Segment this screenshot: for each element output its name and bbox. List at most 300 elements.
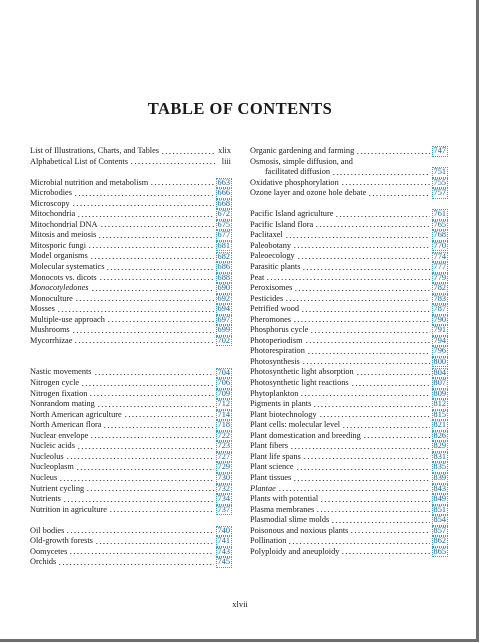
dot-leader <box>63 495 214 503</box>
toc-entry[interactable] <box>30 262 232 273</box>
toc-page-link[interactable]: 757 <box>433 188 446 198</box>
toc-entry-title: Alphabetical List of Contents <box>30 156 128 166</box>
toc-page-link[interactable]: 839 <box>433 473 446 482</box>
dot-leader <box>58 558 213 566</box>
toc-entry-title: Pesticides <box>250 293 284 303</box>
toc-entry-title: Old-growth forests <box>30 536 93 546</box>
dot-leader <box>107 315 214 323</box>
toc-entry-title: Nastic movements <box>30 367 92 377</box>
dot-leader <box>368 189 429 197</box>
toc-entry-title: Ozone layer and ozone hole debate <box>250 188 367 198</box>
toc-page-link[interactable]: 751 <box>433 167 446 177</box>
toc-entry[interactable] <box>30 420 232 431</box>
page-number: xlvii <box>232 599 248 609</box>
toc-page-link[interactable]: 849 <box>433 494 446 504</box>
toc-entry-title: Pacific Island agriculture <box>250 209 334 219</box>
toc-page-link[interactable]: 821 <box>433 420 446 430</box>
toc-entry[interactable] <box>250 410 448 421</box>
dot-leader <box>285 231 430 239</box>
toc-entry-title: Plant tissues <box>250 472 292 482</box>
dot-leader <box>300 389 429 397</box>
toc-page-link[interactable]: 800 <box>433 356 446 366</box>
toc-entry[interactable] <box>250 462 448 473</box>
dot-leader <box>290 442 430 450</box>
toc-page-link[interactable]: 723 <box>217 441 230 451</box>
dot-leader <box>342 421 429 429</box>
toc-page-number: xlix <box>218 146 231 155</box>
toc-page-link[interactable]: 829 <box>433 441 446 451</box>
toc-page-link[interactable]: 812 <box>433 399 446 409</box>
page-title: TABLE OF CONTENTS <box>147 99 333 118</box>
dot-leader <box>59 474 213 482</box>
dot-leader <box>296 463 430 471</box>
toc-page-number: liii <box>221 156 231 166</box>
toc-entry[interactable] <box>250 420 448 431</box>
toc-page-link[interactable]: 702 <box>217 335 230 345</box>
toc-entry-title: Mitosis and meiosis <box>30 230 97 240</box>
toc-entry-title: Orchids <box>30 557 57 567</box>
toc-entry[interactable] <box>30 557 232 568</box>
dot-leader <box>130 157 216 165</box>
dot-leader <box>285 294 429 302</box>
toc-page-link[interactable]: 777 <box>433 262 446 272</box>
toc-entry-title: Model organisms <box>30 251 88 261</box>
toc-entry[interactable] <box>30 452 232 463</box>
dot-leader <box>90 431 213 439</box>
toc-entry[interactable] <box>250 304 448 315</box>
toc-entry[interactable] <box>30 547 232 558</box>
toc-page-link[interactable]: 694 <box>217 304 230 314</box>
dot-leader <box>278 484 430 492</box>
dot-leader <box>315 220 429 228</box>
toc-entry-title: Microbodies <box>30 188 72 198</box>
toc-entry[interactable] <box>30 462 232 473</box>
toc-page-link[interactable]: 709 <box>217 388 230 398</box>
toc-page-link[interactable]: 730 <box>217 473 230 482</box>
dot-leader <box>294 284 429 292</box>
toc-page-link[interactable]: 734 <box>217 494 230 504</box>
toc-entry-title: Plasmodial slime molds <box>250 515 330 525</box>
toc-entry[interactable] <box>250 346 448 357</box>
toc-page-link[interactable]: 668 <box>217 198 230 208</box>
toc-page-link[interactable]: 804 <box>433 367 446 377</box>
toc-entry[interactable] <box>30 188 232 199</box>
toc-page-link[interactable]: 826 <box>433 430 446 440</box>
toc-entry-title: Peat <box>250 272 265 282</box>
toc-entry[interactable] <box>250 220 448 231</box>
dot-leader <box>307 347 430 355</box>
toc-entry[interactable] <box>30 325 232 336</box>
dot-leader <box>86 484 213 492</box>
toc-entry-title: Nonrandom mating <box>30 399 95 409</box>
toc-page-link[interactable]: 663 <box>217 177 230 187</box>
dot-leader <box>331 516 429 524</box>
toc-page-link[interactable]: 779 <box>433 272 446 282</box>
toc-entry-title: North American flora <box>30 420 102 430</box>
toc-entry[interactable] <box>250 547 448 558</box>
toc-entry[interactable] <box>250 357 448 368</box>
toc-entry-title: Mycorrhizae <box>30 335 73 345</box>
toc-entry[interactable] <box>250 146 448 157</box>
toc-entry-title: Nutrient cycling <box>30 483 85 493</box>
toc-page-link[interactable]: 666 <box>217 188 230 198</box>
toc-entry-title: Petrified wood <box>250 304 300 314</box>
dot-leader <box>161 147 215 155</box>
toc-entry-title: Plasma membranes <box>250 504 315 514</box>
toc-entry[interactable] <box>30 431 232 442</box>
toc-entry-title: Pacific Island flora <box>250 219 314 229</box>
toc-entry[interactable] <box>250 283 448 294</box>
toc-entry[interactable] <box>30 367 232 378</box>
toc-entry[interactable] <box>250 251 448 262</box>
toc-entry-title: Organic gardening and farming <box>250 146 355 155</box>
toc-page-link[interactable]: 688 <box>217 272 230 282</box>
toc-entry[interactable] <box>30 484 232 495</box>
toc-entry[interactable] <box>250 431 448 442</box>
toc-page-link[interactable]: 774 <box>433 251 446 261</box>
toc-entry-title: Nucleoplasm <box>30 462 74 472</box>
toc-entry-title: Plant life spans <box>250 451 301 461</box>
dot-leader <box>95 537 214 545</box>
dot-leader <box>303 452 430 460</box>
toc-page-link[interactable]: 686 <box>217 262 230 272</box>
toc-page-link[interactable]: 712 <box>217 399 230 409</box>
toc-entry[interactable] <box>30 283 232 294</box>
toc-entry-title: Polyploidy and aneuploidy <box>250 546 340 556</box>
toc-page-link[interactable]: 843 <box>433 483 446 493</box>
dot-leader <box>72 199 214 207</box>
toc-entry[interactable] <box>30 304 232 315</box>
toc-entry[interactable] <box>250 178 448 189</box>
toc-entry[interactable] <box>250 526 448 537</box>
toc-entry-title: Pigments in plants <box>250 399 312 409</box>
toc-entry[interactable] <box>250 241 448 252</box>
dot-leader <box>81 379 213 387</box>
dot-leader <box>94 368 214 376</box>
dot-leader <box>74 336 213 344</box>
toc-page-link[interactable]: 796 <box>433 346 446 356</box>
toc-spacer <box>30 346 232 357</box>
toc-page-link[interactable]: 743 <box>217 546 230 556</box>
toc-entry[interactable] <box>250 515 448 526</box>
toc-page-link[interactable]: 835 <box>433 462 446 472</box>
toc-page-link[interactable]: 865 <box>433 546 446 556</box>
dot-leader <box>266 273 429 281</box>
toc-entry[interactable] <box>250 209 448 220</box>
toc-page-link[interactable]: 809 <box>433 388 446 398</box>
toc-entry-title: Microscopy <box>30 198 70 208</box>
dot-leader <box>76 463 214 471</box>
toc-page-link[interactable]: 765 <box>433 219 446 229</box>
toc-entry-title: Mitochondria <box>30 209 76 219</box>
dot-leader <box>297 252 430 260</box>
toc-left-column <box>30 146 232 568</box>
toc-spacer <box>30 515 232 526</box>
dot-leader <box>356 147 429 155</box>
toc-page-link[interactable]: 791 <box>433 325 446 335</box>
dot-leader <box>150 178 213 186</box>
toc-entry-title: Nucleolus <box>30 451 64 461</box>
toc-entry-title: Peroxisomes <box>250 283 293 293</box>
toc-entry[interactable] <box>250 294 448 305</box>
toc-entry-title: Phytoplankton <box>250 388 299 398</box>
toc-page-link[interactable]: 831 <box>433 451 446 461</box>
dot-leader <box>88 241 214 249</box>
dot-leader <box>91 284 214 292</box>
toc-page-link[interactable]: 790 <box>433 314 446 324</box>
toc-page-link[interactable]: 681 <box>217 240 230 250</box>
dot-leader <box>310 326 429 334</box>
toc-entry[interactable] <box>250 389 448 400</box>
toc-entry-title: Plant science <box>250 462 294 472</box>
toc-page-link[interactable]: 862 <box>433 536 446 546</box>
dot-leader <box>109 505 214 513</box>
toc-entry[interactable] <box>30 441 232 452</box>
toc-page-link[interactable]: 727 <box>217 451 230 461</box>
toc-entry[interactable] <box>250 273 448 284</box>
toc-entry-title: Mitochondrial DNA <box>30 219 98 229</box>
toc-entry-title: Nitrogen fixation <box>30 388 88 398</box>
toc-entry-title: Photosynthesis <box>250 356 300 366</box>
dot-leader <box>316 505 429 513</box>
dot-leader <box>350 526 429 534</box>
toc-entry-title: Pollination <box>250 536 287 546</box>
toc-entry[interactable] <box>30 336 232 347</box>
toc-page-link[interactable]: 768 <box>433 230 446 240</box>
dot-leader <box>302 357 430 365</box>
toc-entry-title: Phosphorus cycle <box>250 325 309 335</box>
toc-page-link[interactable]: 682 <box>217 251 230 261</box>
toc-entry-title: Plant cells: molecular level <box>250 420 341 430</box>
toc-entry[interactable] <box>250 505 448 516</box>
toc-page-link[interactable]: 706 <box>217 378 230 388</box>
toc-page-link[interactable]: 675 <box>217 219 230 229</box>
toc-entry-title: Parasitic plants <box>250 262 301 272</box>
dot-leader <box>75 294 214 302</box>
toc-entry-title: Photosynthetic light reactions <box>250 378 349 388</box>
toc-entry-title: Mosses <box>30 304 55 314</box>
toc-entry-title: Plant fibers <box>250 441 289 451</box>
toc-entry[interactable] <box>250 167 448 178</box>
toc-entry[interactable] <box>250 378 448 389</box>
toc-entry[interactable] <box>30 494 232 505</box>
toc-page-link[interactable]: 677 <box>217 230 230 240</box>
toc-page-link[interactable]: 740 <box>217 525 230 535</box>
dot-leader <box>69 547 213 555</box>
dot-leader <box>332 168 429 176</box>
toc-entry[interactable] <box>250 367 448 378</box>
toc-page-link[interactable]: 745 <box>217 557 230 567</box>
toc-page-link[interactable]: 755 <box>433 177 446 187</box>
toc-entry[interactable] <box>250 315 448 326</box>
dot-leader <box>66 452 214 460</box>
toc-entry-title: Monoculture <box>30 293 73 303</box>
toc-entry-title: Nuclear envelope <box>30 430 89 440</box>
toc-entry-title: Multiple-use approach <box>30 314 105 324</box>
toc-entry-title: Oxidative phosphorylation <box>250 177 339 187</box>
toc-entry[interactable] <box>250 262 448 273</box>
toc-entry-title: Nitrogen cycle <box>30 378 80 388</box>
toc-page-link[interactable]: 787 <box>433 304 446 314</box>
toc-entry[interactable] <box>30 505 232 516</box>
toc-page-link[interactable]: 770 <box>433 240 446 250</box>
toc-entry[interactable] <box>250 452 448 463</box>
toc-page-link[interactable]: 782 <box>433 283 446 293</box>
dot-leader <box>351 379 430 387</box>
toc-entry[interactable] <box>30 294 232 305</box>
toc-entry[interactable] <box>250 188 448 199</box>
toc-page-link[interactable]: 851 <box>433 504 446 514</box>
toc-page-link[interactable]: 692 <box>217 293 230 303</box>
toc-page-link[interactable]: 854 <box>433 515 446 525</box>
toc-entry[interactable] <box>30 473 232 484</box>
dot-leader <box>66 526 213 534</box>
toc-page-link[interactable]: 699 <box>217 325 230 335</box>
toc-entry[interactable] <box>250 325 448 336</box>
dot-leader <box>293 241 430 249</box>
toc-entry-title: Nucleus <box>30 472 58 482</box>
toc-entry[interactable] <box>250 473 448 484</box>
toc-entry-title: Osmosis, simple diffusion, and <box>250 156 353 166</box>
dot-leader <box>98 231 213 239</box>
dot-leader <box>341 178 430 186</box>
toc-entry-title: Oomycetes <box>30 546 68 556</box>
dot-leader <box>106 263 213 271</box>
toc-entry[interactable] <box>250 494 448 505</box>
toc-entry[interactable] <box>30 220 232 231</box>
toc-spacer <box>30 357 232 368</box>
toc-entry[interactable] <box>30 230 232 241</box>
toc-entry-title: Microbial nutrition and metabolism <box>30 177 149 187</box>
toc-entry-title: Photorespiration <box>250 346 305 356</box>
dot-leader <box>124 410 214 418</box>
dot-leader <box>341 547 429 555</box>
dot-leader <box>89 389 213 397</box>
dot-leader <box>319 410 430 418</box>
toc-entry-title: North American agriculture <box>30 409 122 419</box>
toc-page-link[interactable]: 697 <box>217 314 230 324</box>
toc-page-link[interactable]: 718 <box>217 420 230 430</box>
toc-spacer <box>30 167 232 178</box>
toc-page-link[interactable]: 732 <box>217 483 230 493</box>
toc-entry-title: Plant domestication and breeding <box>250 430 361 440</box>
toc-entry-title: Molecular systematics <box>30 262 105 272</box>
dot-leader <box>335 210 429 218</box>
dot-leader <box>363 431 430 439</box>
dot-leader <box>97 400 214 408</box>
toc-page-link[interactable]: 722 <box>217 430 230 440</box>
toc-entry[interactable] <box>30 178 232 189</box>
toc-entry[interactable] <box>30 199 232 210</box>
toc-page-link[interactable]: 741 <box>217 536 230 546</box>
dot-leader <box>313 400 429 408</box>
toc-entry <box>250 157 448 168</box>
dot-leader <box>293 474 429 482</box>
dot-leader <box>293 315 430 323</box>
toc-entry-title: Mushrooms <box>30 325 70 335</box>
toc-entry[interactable] <box>250 336 448 347</box>
toc-entry-title: Monocots vs. dicots <box>30 272 97 282</box>
toc-entry[interactable] <box>250 536 448 547</box>
toc-entry <box>30 146 232 157</box>
toc-entry-title: List of Illustrations, Charts, and Tables <box>30 146 160 155</box>
toc-entry-title: Nucleic acids <box>30 441 75 451</box>
toc-page-link[interactable]: 714 <box>217 409 230 419</box>
dot-leader <box>100 220 214 228</box>
toc-right-column <box>250 146 448 557</box>
toc-entry <box>30 157 232 168</box>
toc-entry-title: Plantae <box>250 483 276 493</box>
toc-entry-title: Pheromones <box>250 314 292 324</box>
toc-entry-title: Monocotyledones <box>30 283 89 293</box>
dot-leader <box>72 326 214 334</box>
toc-page-link[interactable]: 783 <box>433 293 446 303</box>
dot-leader <box>288 537 429 545</box>
dot-leader <box>103 421 213 429</box>
toc-entry[interactable] <box>30 389 232 400</box>
dot-leader <box>320 495 429 503</box>
toc-entry[interactable] <box>250 441 448 452</box>
toc-entry-title: Paclitaxel <box>250 230 283 240</box>
dot-leader <box>77 442 214 450</box>
dot-leader <box>57 305 214 313</box>
toc-entry-title: Paleobotany <box>250 240 292 250</box>
toc-entry[interactable] <box>30 410 232 421</box>
toc-page-link[interactable]: 672 <box>217 209 230 219</box>
toc-entry-title: Oil bodies <box>30 525 65 535</box>
toc-page-link[interactable]: 815 <box>433 409 446 419</box>
toc-entry-title: Photoperiodism <box>250 335 303 345</box>
toc-entry-title: Plant biotechnology <box>250 409 317 419</box>
toc-entry[interactable] <box>30 378 232 389</box>
dot-leader <box>74 189 214 197</box>
toc-entry[interactable] <box>250 484 448 495</box>
toc-entry-title: Nutrients <box>30 494 61 504</box>
toc-page-link[interactable]: 729 <box>217 462 230 472</box>
dot-leader <box>99 273 214 281</box>
toc-entry[interactable] <box>30 315 232 326</box>
toc-page-link[interactable]: 747 <box>433 146 446 156</box>
dot-leader <box>356 368 430 376</box>
toc-entry[interactable] <box>30 399 232 410</box>
toc-page-link[interactable]: 690 <box>217 283 230 293</box>
toc-entry[interactable] <box>30 241 232 252</box>
toc-entry[interactable] <box>250 230 448 241</box>
toc-page-link[interactable]: 761 <box>433 209 446 219</box>
toc-entry-title: Nutrition in agriculture <box>30 504 107 514</box>
toc-entry-title: facilitated diffusion <box>265 167 331 177</box>
toc-entry-title: Photosynthetic light absorption <box>250 367 354 377</box>
toc-page-link[interactable]: 857 <box>433 525 446 535</box>
toc-entry[interactable] <box>30 536 232 547</box>
toc-spacer <box>250 199 448 210</box>
toc-page-link[interactable]: 737 <box>217 504 230 514</box>
toc-entry[interactable] <box>30 251 232 262</box>
toc-entry[interactable] <box>30 526 232 537</box>
toc-entry-title: Plants with potential <box>250 494 319 504</box>
dot-leader <box>90 252 214 260</box>
toc-page-link[interactable]: 704 <box>217 367 230 377</box>
dot-leader <box>305 336 430 344</box>
toc-entry-title: Mitosporic fungi <box>30 240 86 250</box>
toc-entry[interactable] <box>30 209 232 220</box>
toc-page-link[interactable]: 794 <box>433 335 446 345</box>
toc-entry[interactable] <box>250 399 448 410</box>
dot-leader <box>77 210 213 218</box>
toc-page-link[interactable]: 807 <box>433 378 446 388</box>
toc-entry[interactable] <box>30 273 232 284</box>
toc-entry-title: Poisonous and noxious plants <box>250 525 349 535</box>
